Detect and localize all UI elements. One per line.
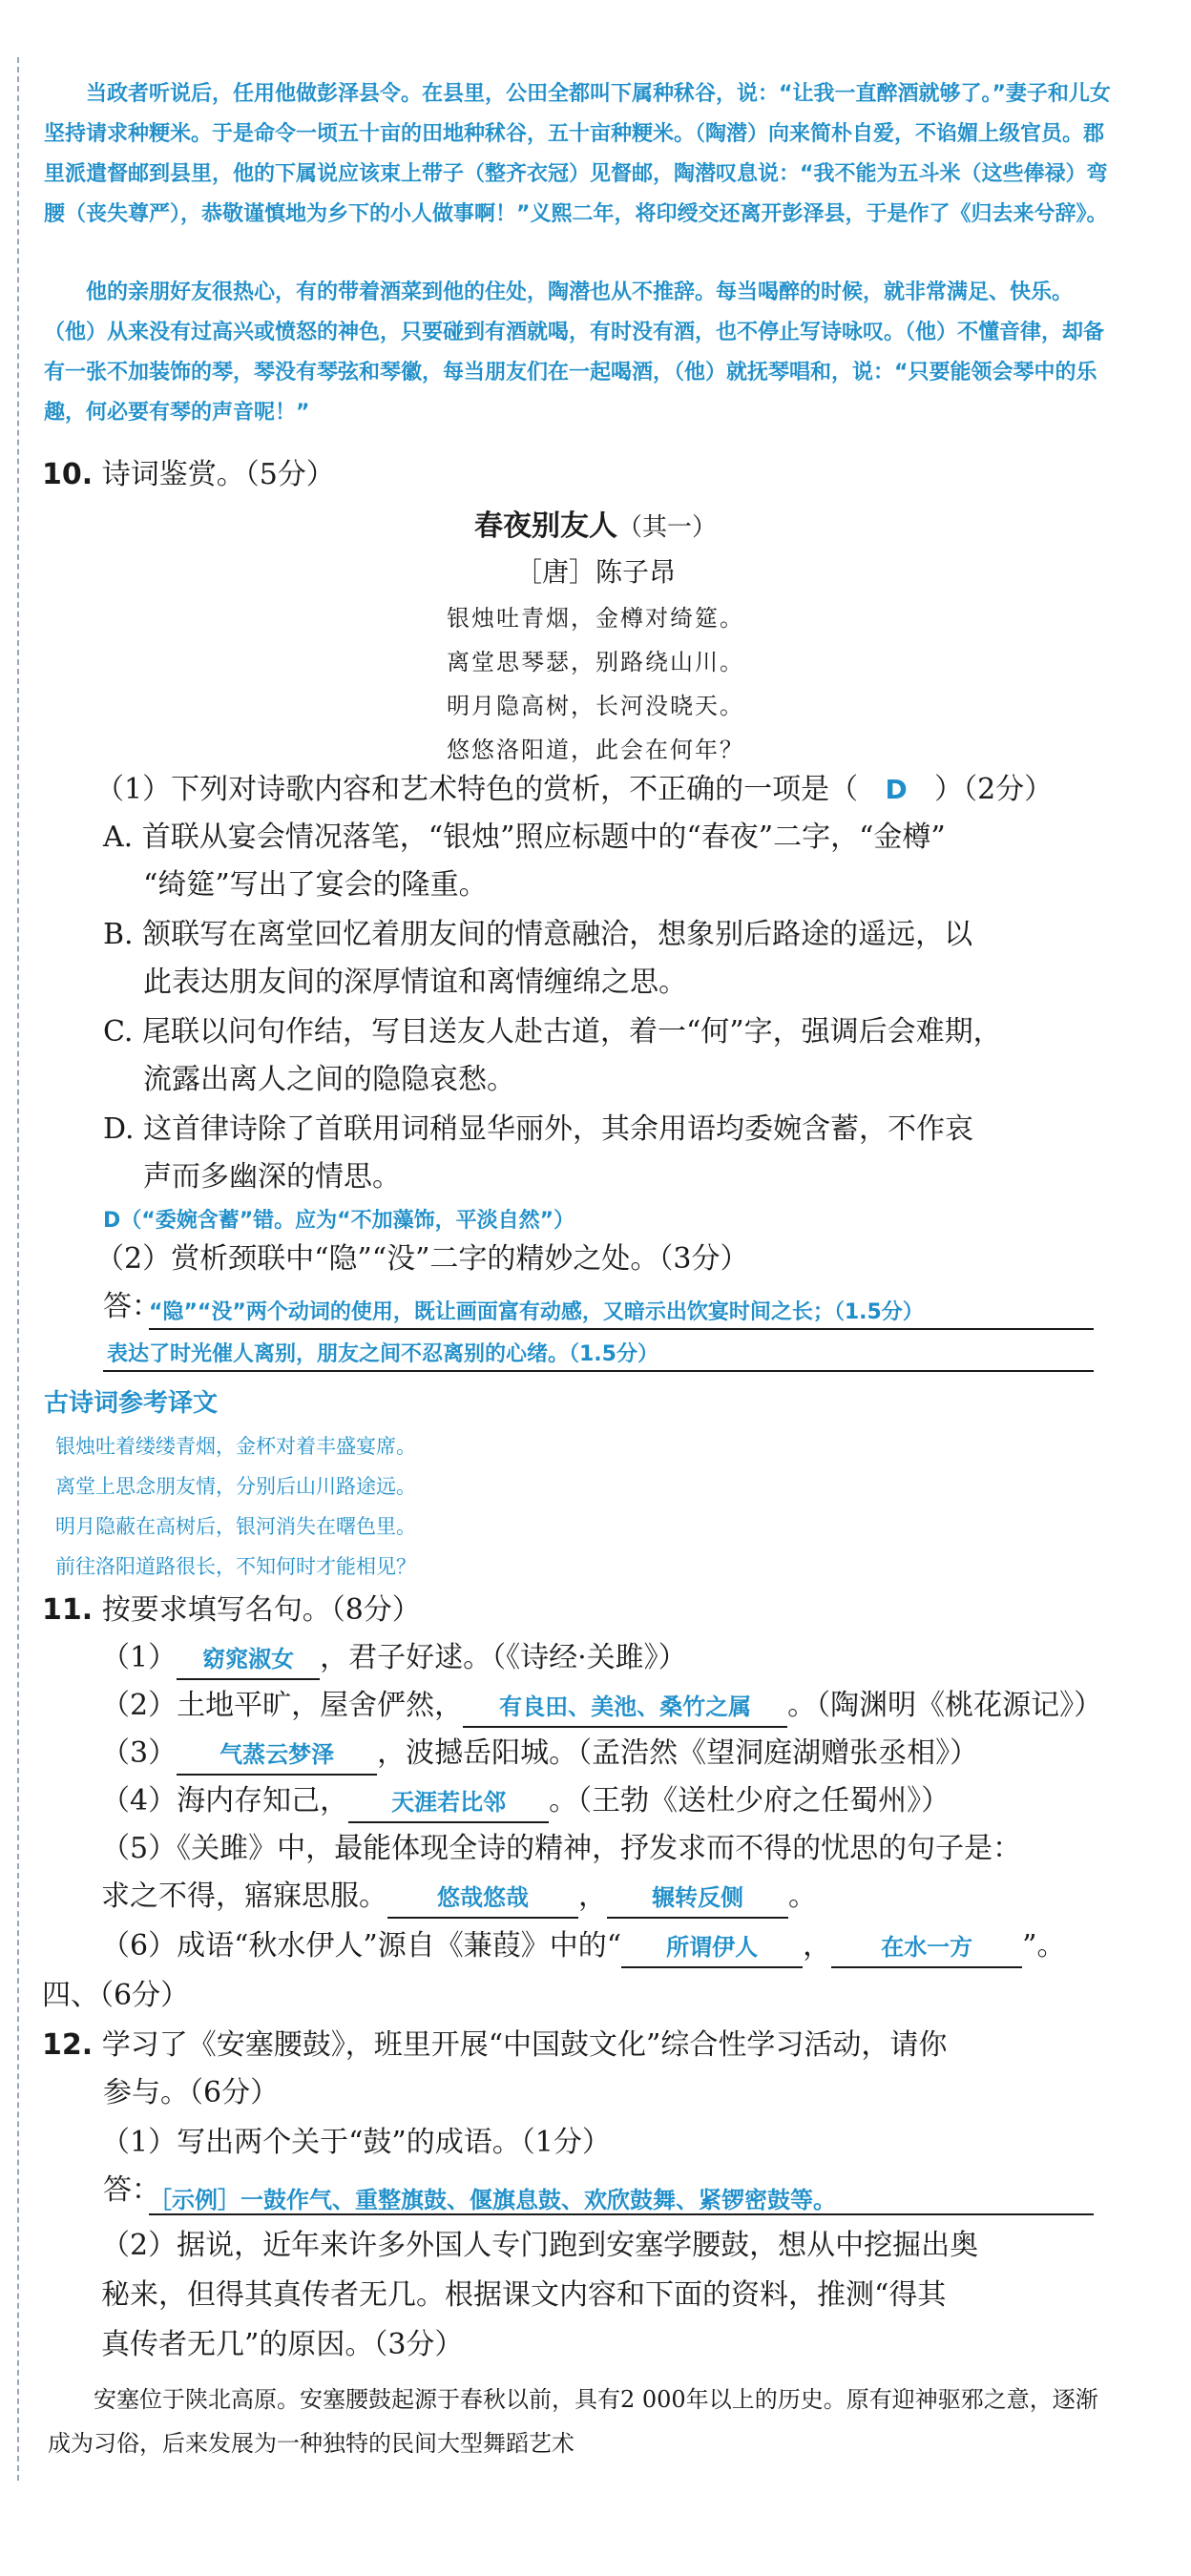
sub1-suffix: ）（2分） (934, 773, 1054, 806)
q12-stem-line-2: 参与。（6分） (103, 2076, 280, 2109)
q12-sub1-answer: ［示例］一鼓作气、重整旗鼓、偃旗息鼓、欢欣鼓舞、紧锣密鼓等。 (149, 2187, 836, 2213)
sub2-answer-line-1: “隐”“没”两个动词的使用，既让画面富有动感，又暗示出饮宴时间之长；（1.5分） (149, 1300, 924, 1324)
blank-answer: 所谓伊人 (621, 1928, 803, 1968)
question-stem: 按要求填写名句。（8分） (101, 1593, 421, 1627)
line-suffix: ，波撼岳阳城。（孟浩然《望洞庭湖赠张丞相》） (377, 1736, 979, 1770)
sub2-answer-line-2: 表达了时光催人离别，朋友之间不忍离别的心绪。（1.5分） (107, 1342, 658, 1366)
q10-sub1 (95, 771, 1053, 809)
q12-sub1-answer-label: 答： (103, 2173, 160, 2207)
question-number: 12. (42, 2028, 94, 2062)
q11-line-2 (101, 1687, 1102, 1728)
question-11 (42, 1591, 421, 1630)
blank-answer: 在水一方 (831, 1928, 1022, 1968)
sub1-prefix: （1）下列对诗歌内容和艺术特色的赏析，不正确的一项是（ (95, 773, 859, 806)
poem-title-text: 春夜别友人 (473, 509, 617, 543)
question-number: 11. (42, 1593, 94, 1627)
q11-line-5: （5）《关雎》中，最能体现全诗的精神，抒发求而不得的忧思的句子是： (101, 1832, 1022, 1865)
reference-line: 前往洛阳道路很长，不知何时才能相见？ (55, 1555, 416, 1578)
q12-sub2-line-1: （2）据说，近年来许多外国人专门跑到安塞学腰鼓，想从中挖掘出奥 (101, 2229, 979, 2262)
line-prefix: （2）土地平旷，屋舍俨然， (101, 1689, 464, 1722)
option-b-line-1: B. 颔联写在离堂回忆着朋友间的情意融洽，想象别后路途的遥远，以 (103, 918, 973, 951)
q11-line-6 (101, 1927, 1065, 1968)
left-margin-rule (17, 57, 19, 2481)
section-4-heading: 四、（6分） (42, 1979, 190, 2012)
option-a-line-1: A. 首联从宴会情况落笔，“银烛”照应标题中的“春夜”二字，“金樽” (103, 821, 946, 854)
q10-sub2: （2）赏析颈联中“隐”“没”二字的精妙之处。（3分） (95, 1242, 749, 1276)
option-b-line-2: 此表达朋友间的深厚情谊和离情缠绵之思。 (143, 966, 687, 999)
answer-underline (149, 1328, 1094, 1330)
line-separator: ， (578, 1880, 607, 1913)
question-12 (42, 2026, 947, 2065)
option-c-line-2: 流露出离人之间的隐隐哀愁。 (143, 1063, 515, 1096)
line-suffix: 。 (788, 1880, 817, 1913)
line-suffix: 。（王勃《送杜少府之任蜀州》） (549, 1784, 951, 1818)
line-prefix: （4）海内存知己， (101, 1784, 349, 1818)
line-prefix: （3） (101, 1736, 178, 1770)
option-a-line-2: “绮筵”写出了宴会的隆重。 (143, 868, 488, 902)
poem-line: 银烛吐青烟，金樽对绮筵。 (447, 605, 744, 632)
sub1-explanation: D（“委婉含蓄”错。应为“不加藻饰，平淡自然”） (103, 1209, 575, 1233)
poem-title (0, 502, 1191, 544)
option-d-line-1: D. 这首律诗除了首联用词稍显华丽外，其余用语均委婉含蓄，不作哀 (103, 1112, 974, 1146)
option-d-line-2: 声而多幽深的情思。 (143, 1160, 401, 1194)
q12-sub2-line-3: 真传者无几”的原因。（3分） (101, 2328, 464, 2361)
question-stem: 学习了《安塞腰鼓》，班里开展“中国鼓文化”综合性学习活动，请你 (101, 2028, 948, 2062)
question-stem: 诗词鉴赏。（5分） (101, 458, 335, 491)
question-number: 10. (42, 458, 94, 491)
q11-line-3 (101, 1735, 978, 1776)
poem-author: ［唐］陈子昂 (514, 556, 676, 588)
q11-line-1 (101, 1639, 687, 1680)
line-suffix: ”。 (1022, 1929, 1066, 1963)
q12-sub1: （1）写出两个关于“鼓”的成语。（1分） (101, 2126, 611, 2159)
line-suffix: 。（陶渊明《桃花源记》） (787, 1689, 1103, 1722)
poem-title-suffix: （其一） (616, 513, 717, 542)
question-10 (42, 456, 335, 494)
sub1-answer: D (885, 774, 908, 805)
line-prefix: （6）成语“秋水伊人”源自《蒹葭》中的“ (101, 1929, 622, 1963)
reference-line: 明月隐蔽在高树后，银河消失在曙色里。 (55, 1515, 416, 1538)
line-suffix: ，君子好逑。（《诗经·关雎》） (320, 1641, 687, 1674)
reading-material: 安塞位于陕北高原。安塞腰鼓起源于春秋以前，具有2 000年以上的历史。原有迎神驱邪之意，逐渐成为习俗，后来发展为一种独特的民间大型舞蹈艺术 (48, 2386, 1098, 2457)
line-prefix: 求之不得，寤寐思服。 (101, 1880, 387, 1913)
q12-sub2-line-2: 秘来，但得其真传者无几。根据课文内容和下面的资料，推测“得其 (101, 2278, 947, 2312)
q11-line-4 (101, 1782, 950, 1823)
answer-underline (103, 1370, 1094, 1372)
poem-line: 悠悠洛阳道，此会在何年？ (447, 737, 744, 763)
blank-answer: 天涯若比邻 (348, 1783, 549, 1823)
translation-paragraph-1: 当政者听说后，任用他做彭泽县令。在县里，公田全都叫下属种秫谷，说：“让我一直醉酒就够了。”妻子和儿女坚持请求种粳米。于是命令一顷五十亩的田地种秫谷，五十亩种粳米。（陶潜）向来简朴自爱，不谄媚上级官员。郡里派遣督邮到县里，他的下属说应该束上带子（整齐衣冠）见督邮，陶潜叹息说：“我不能为五斗米（这些俸禄）弯腰（丧失尊严），恭敬谨慎地为乡下的小人做事啊！”义熙二年，将印绶交还离开彭泽县，于是作了《归去来兮辞》。 (44, 82, 1111, 226)
blank-answer: 气蒸云梦泽 (177, 1735, 377, 1776)
poem-line: 离堂思琴瑟，别路绕山川。 (447, 649, 744, 675)
line-prefix: （1） (101, 1641, 178, 1674)
q11-line-5b (101, 1878, 817, 1919)
reference-translation-heading: 古诗词参考译文 (44, 1389, 219, 1418)
poem-line: 明月隐高树，长河没晓天。 (447, 693, 744, 719)
blank-answer: 有良田、美池、桑竹之属 (463, 1688, 787, 1728)
reference-line: 离堂上思念朋友情，分别后山川路途远。 (55, 1475, 416, 1498)
translation-paragraph-2: 他的亲朋好友很热心，有的带着酒菜到他的住处，陶潜也从不推辞。每当喝醉的时候，就非常满足、快乐。（他）从来没有过高兴或愤怒的神色，只要碰到有酒就喝，有时没有酒，也不停止写诗咏叹。（他）不懂音律，却备有一张不加装饰的琴，琴没有琴弦和琴徽，每当朋友们在一起喝酒，（他）就抚琴唱和，说：“只要能领会琴中的乐趣，何必要有琴的声音呢！” (44, 280, 1105, 425)
line-separator: ， (803, 1929, 832, 1963)
answer-underline (149, 2213, 1094, 2215)
sub2-answer-label: 答： (103, 1290, 160, 1323)
blank-answer: 悠哉悠哉 (387, 1879, 578, 1919)
option-c-line-1: C. 尾联以问句作结，写目送友人赴古道，着一“何”字，强调后会难期， (103, 1015, 1002, 1049)
blank-answer: 窈窕淑女 (177, 1640, 320, 1680)
blank-answer: 辗转反侧 (607, 1879, 788, 1919)
reference-line: 银烛吐着缕缕青烟，金杯对着丰盛宴席。 (55, 1435, 416, 1458)
